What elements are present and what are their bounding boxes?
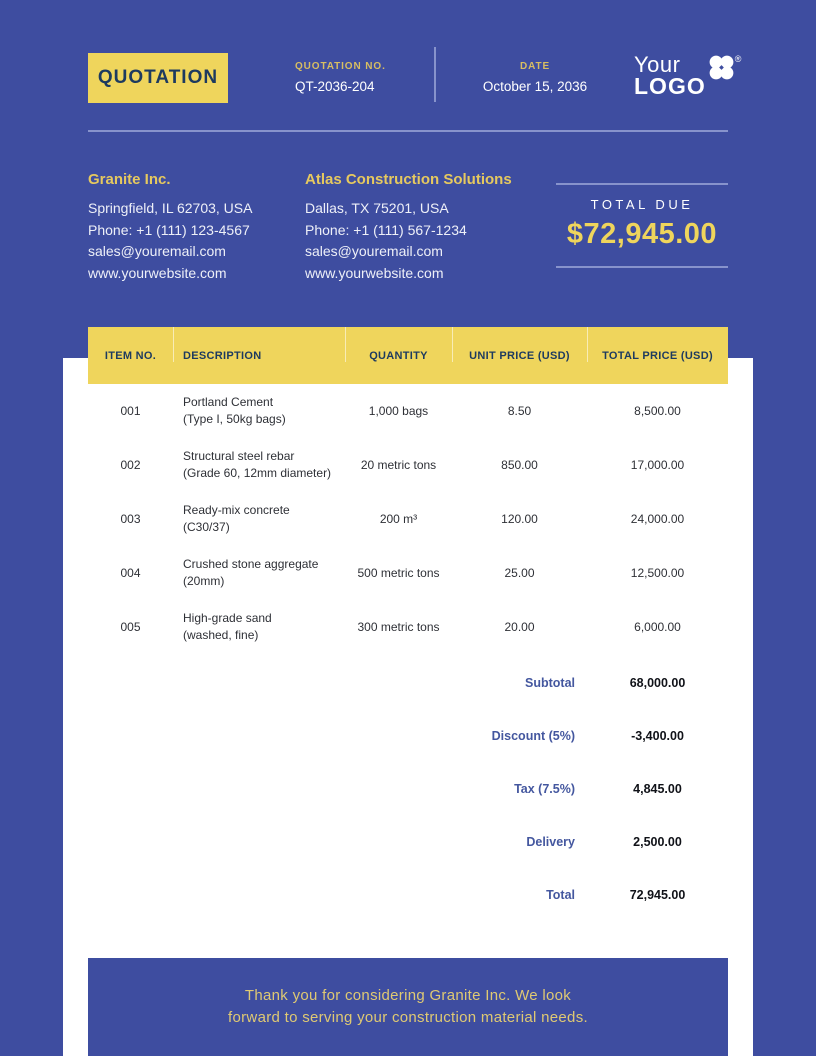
total-due-top-rule <box>556 183 728 185</box>
description-main: Ready-mix concrete <box>183 503 290 517</box>
totals-row-tax <box>88 762 728 815</box>
seller-website: www.yourwebsite.com <box>88 264 227 281</box>
totals-value: 4,845.00 <box>633 781 682 796</box>
cell-item-no: 005 <box>120 620 141 634</box>
header-vertical-divider <box>434 47 436 102</box>
seller-address: Springfield, IL 62703, USA <box>88 200 253 216</box>
cell-total-price: 6,000.00 <box>634 620 681 634</box>
column-header-unit-price: UNIT PRICE (USD) <box>452 327 587 384</box>
total-due-label: TOTAL DUE <box>590 197 694 212</box>
seller-email: sales@youremail.com <box>88 243 226 259</box>
buyer-address: Dallas, TX 75201, USA <box>305 200 449 216</box>
seller-block <box>88 171 303 284</box>
cell-item-no: 003 <box>120 512 141 526</box>
items-table-header <box>88 327 728 384</box>
seller-phone: Phone: +1 (111) 123-4567 <box>88 221 250 238</box>
quotation-number-block <box>295 61 386 94</box>
cell-unit-price: 8.50 <box>507 404 532 418</box>
cell-unit-price: 850.00 <box>501 458 538 472</box>
total-due-amount: $72,945.00 <box>566 218 718 250</box>
clover-logo-icon <box>709 55 742 97</box>
cell-quantity: 500 metric tons <box>357 566 440 580</box>
totals-label: Subtotal <box>525 675 575 690</box>
header-rule <box>88 130 728 132</box>
footer-line-1: Thank you for considering Granite Inc. We look <box>244 987 572 1004</box>
company-logo <box>634 52 742 99</box>
totals-row-delivery <box>88 815 728 868</box>
totals-row-total <box>88 868 728 921</box>
column-header-total-price: TOTAL PRICE (USD) <box>587 327 728 384</box>
cell-total-price: 24,000.00 <box>630 512 685 526</box>
table-row <box>88 492 728 546</box>
buyer-name: Atlas Construction Solutions <box>305 171 512 188</box>
description-detail: (Type I, 50kg bags) <box>183 412 286 426</box>
totals-section <box>88 656 728 921</box>
totals-label: Discount (5%) <box>491 728 575 743</box>
items-table-body <box>88 384 728 654</box>
totals-value: 68,000.00 <box>629 675 686 690</box>
cell-total-price: 17,000.00 <box>630 458 685 472</box>
logo-line-your: Your <box>634 52 681 77</box>
totals-label: Tax (7.5%) <box>514 781 575 796</box>
logo-text <box>634 54 706 97</box>
cell-description <box>173 492 345 546</box>
description-detail: (washed, fine) <box>183 628 259 642</box>
date-block <box>452 61 618 94</box>
cell-description <box>173 546 345 600</box>
description-detail: (20mm) <box>183 574 225 588</box>
description-detail: (Grade 60, 12mm diameter) <box>183 466 332 480</box>
buyer-phone: Phone: +1 (111) 567-1234 <box>305 221 467 238</box>
buyer-website: www.yourwebsite.com <box>305 264 444 281</box>
cell-item-no: 002 <box>120 458 141 472</box>
logo-line-logo: LOGO <box>634 73 706 99</box>
totals-label: Total <box>546 887 575 902</box>
buyer-email: sales@youremail.com <box>305 243 443 259</box>
table-row <box>88 438 728 492</box>
date-value: October 15, 2036 <box>482 79 588 94</box>
cell-unit-price: 120.00 <box>501 512 538 526</box>
totals-value: -3,400.00 <box>631 728 684 743</box>
total-due-bottom-rule <box>556 266 728 268</box>
table-row <box>88 546 728 600</box>
table-row <box>88 384 728 438</box>
quotation-number-label: QUOTATION NO. <box>295 61 386 72</box>
totals-row-discount <box>88 709 728 762</box>
cell-total-price: 12,500.00 <box>630 566 685 580</box>
description-detail: (C30/37) <box>183 520 230 534</box>
description-main: High-grade sand <box>183 611 272 625</box>
cell-item-no: 004 <box>120 566 141 580</box>
buyer-block <box>305 171 520 284</box>
column-header-description: DESCRIPTION <box>173 327 345 384</box>
column-header-item-no: ITEM NO. <box>104 349 157 362</box>
cell-total-price: 8,500.00 <box>634 404 681 418</box>
footer-line-2: forward to serving your construction material needs. <box>228 1009 588 1026</box>
cell-quantity: 20 metric tons <box>360 458 437 472</box>
quotation-number-value: QT-2036-204 <box>295 79 375 94</box>
description-main: Portland Cement <box>183 395 274 409</box>
cell-unit-price: 20.00 <box>504 620 535 634</box>
column-header-quantity: QUANTITY <box>345 327 452 384</box>
totals-label: Delivery <box>526 834 575 849</box>
cell-description <box>173 438 345 492</box>
description-main: Structural steel rebar <box>183 449 295 463</box>
seller-name: Granite Inc. <box>88 171 171 188</box>
footer-thank-you-banner <box>88 958 728 1056</box>
totals-value: 2,500.00 <box>633 834 682 849</box>
cell-quantity: 300 metric tons <box>357 620 440 634</box>
cell-item-no: 001 <box>120 404 141 418</box>
date-label: DATE <box>519 61 551 72</box>
description-main: Crushed stone aggregate <box>183 557 319 571</box>
cell-quantity: 200 m³ <box>379 512 418 526</box>
cell-quantity: 1,000 bags <box>368 404 429 418</box>
cell-unit-price: 25.00 <box>504 566 535 580</box>
cell-description <box>173 384 345 438</box>
registered-mark: ® <box>734 54 742 64</box>
cell-description <box>173 600 345 654</box>
quotation-badge: QUOTATION <box>88 53 228 103</box>
totals-value: 72,945.00 <box>629 887 686 902</box>
table-row <box>88 600 728 654</box>
totals-row-subtotal <box>88 656 728 709</box>
